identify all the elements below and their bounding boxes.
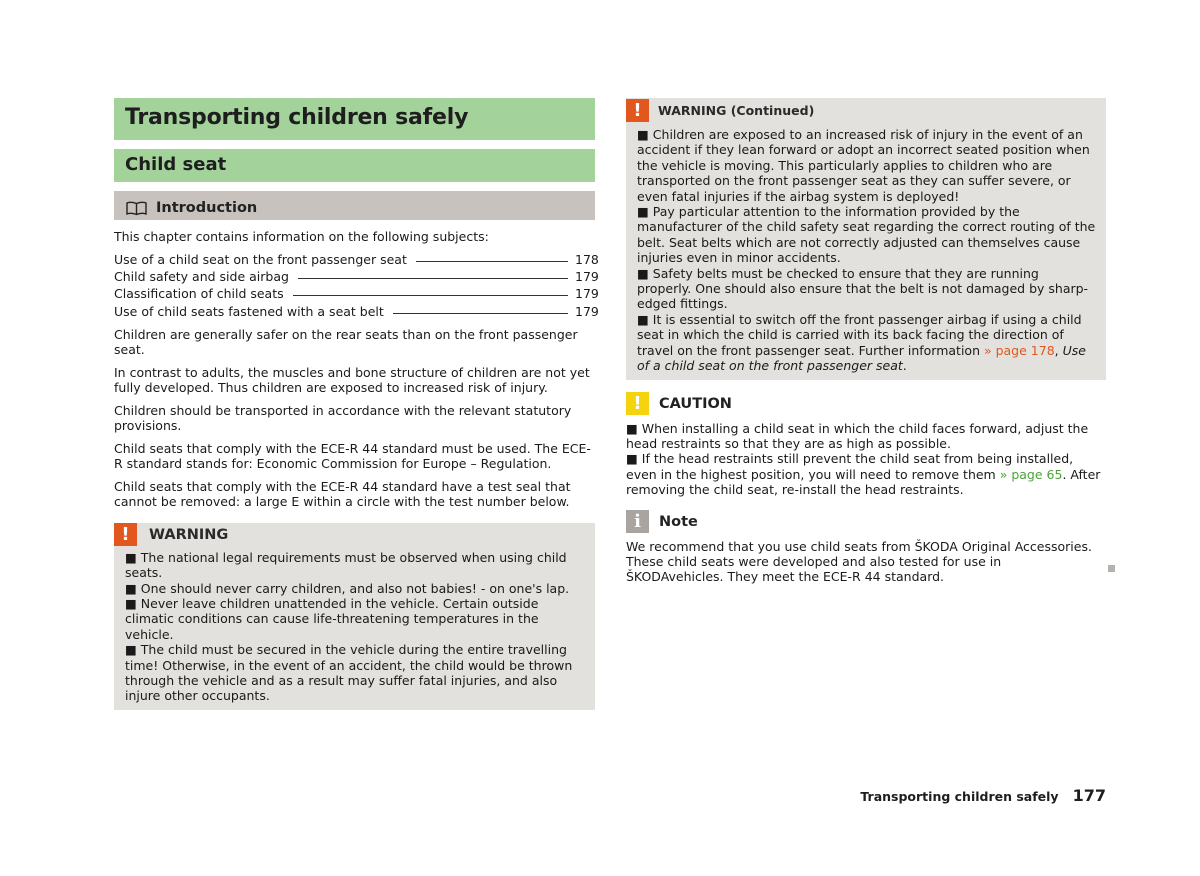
warning-icon: ! bbox=[114, 523, 137, 546]
intro-lead: This chapter contains information on the following subjects: bbox=[114, 229, 489, 244]
page-link[interactable]: » page 178 bbox=[983, 342, 1055, 358]
warning-title: WARNING bbox=[149, 526, 229, 543]
warning-item: ■ One should never carry children, and also not babies! - on one's lap. bbox=[125, 580, 570, 596]
footer-chapter-title: Transporting children safely bbox=[860, 789, 1059, 804]
warning-icon: ! bbox=[626, 99, 649, 122]
intro-paragraphs bbox=[114, 327, 595, 510]
caution-section bbox=[626, 392, 1106, 498]
chapter-title: Transporting children safely bbox=[114, 98, 595, 140]
table-of-contents bbox=[114, 250, 599, 319]
toc-label: Use of a child seat on the front passenger seat bbox=[114, 251, 407, 267]
note-section bbox=[626, 510, 1106, 585]
toc-page: 178 bbox=[575, 251, 599, 267]
bullet-icon: ■ bbox=[125, 549, 137, 565]
paragraph: Children should be transported in accordance with the relevant statutory provisions. bbox=[114, 402, 572, 434]
bullet-icon: ■ bbox=[125, 580, 137, 596]
bullet-icon: ■ bbox=[626, 451, 638, 467]
warning-continued-title: WARNING (Continued) bbox=[658, 102, 815, 118]
toc-leader-line bbox=[393, 313, 568, 314]
warning-continued-body bbox=[626, 122, 1106, 380]
warning-item: ■ The national legal requirements must be observed when using child seats. bbox=[125, 549, 567, 581]
book-icon bbox=[126, 200, 147, 216]
warning-item: ■ It is essential to switch off the front passenger airbag if using a child seat in which the child is carried with its back facing the direction of travel on the front passenger seat. Further information » page 178, Use of a child seat on the front passenger seat. bbox=[637, 311, 1086, 374]
intro-heading-bar bbox=[114, 191, 595, 220]
paragraph: Children are generally safer on the rear seats than on the front passenger seat. bbox=[114, 326, 578, 358]
cross-reference: Use of a child seat on the front passenger seat bbox=[637, 342, 1086, 374]
intro-heading: Introduction bbox=[156, 200, 258, 216]
bullet-icon: ■ bbox=[637, 265, 649, 281]
toc-page: 179 bbox=[575, 286, 599, 302]
page-number: 177 bbox=[1072, 786, 1106, 805]
page-link[interactable]: » page 65 bbox=[999, 466, 1063, 482]
bullet-icon: ■ bbox=[626, 420, 638, 436]
toc-row[interactable] bbox=[114, 284, 599, 302]
bullet-icon: ■ bbox=[637, 127, 649, 142]
warning-item: ■ Children are exposed to an increased risk of injury in the event of an accident if they lean forward or adopt an incorrect seated position when the vehicle is moving. This particularly applies to children who are transported on the front passenger seat as they can suffer severe, or even fatal injuries if the airbag system is deployed! bbox=[637, 127, 1090, 204]
warning-body bbox=[114, 547, 595, 710]
toc-leader-line bbox=[293, 295, 568, 296]
caution-header bbox=[626, 392, 1106, 416]
caution-icon: ! bbox=[626, 392, 649, 415]
toc-row[interactable] bbox=[114, 267, 599, 285]
paragraph: Child seats that comply with the ECE-R 44 standard must be used. The ECE-R standard stands for: Economic Commission for Europe – Regulation. bbox=[114, 440, 591, 472]
warning-continued-box bbox=[626, 98, 1106, 380]
right-column bbox=[626, 98, 1106, 585]
note-body: We recommend that you use child seats from ŠKODA Original Accessories. These child seats were developed and also tested for use in ŠKODAvehicles. They meet the ECE-R 44 standard. bbox=[626, 538, 1092, 585]
bullet-icon: ■ bbox=[637, 204, 649, 220]
toc-page: 179 bbox=[575, 269, 599, 285]
warning-continued-header bbox=[626, 98, 1106, 122]
bullet-icon: ■ bbox=[125, 595, 137, 611]
bullet-icon: ■ bbox=[125, 642, 137, 658]
section-end-marker bbox=[1108, 565, 1115, 572]
note-header bbox=[626, 510, 1106, 534]
section-title: Child seat bbox=[114, 149, 595, 182]
warning-item: ■ Pay particular attention to the information provided by the manufacturer of the child safety seat regarding the correct routing of the belt. Seat belts which are not correctly adjusted can themselves cause injuries even in minor accidents. bbox=[637, 204, 1096, 266]
info-icon: i bbox=[626, 510, 649, 533]
paragraph: Child seats that comply with the ECE-R 44 standard have a test seal that cannot be removed: a large E within a circle with the test number below. bbox=[114, 478, 571, 510]
toc-page: 179 bbox=[575, 303, 599, 319]
toc-label: Classification of child seats bbox=[114, 286, 284, 302]
warning-header bbox=[114, 523, 595, 547]
caution-title: CAUTION bbox=[659, 395, 732, 412]
toc-row[interactable] bbox=[114, 301, 599, 319]
page-footer bbox=[850, 786, 1106, 805]
caution-item: ■ If the head restraints still prevent the child seat from being installed, even in the highest position, you will need to remove them » page 65. After removing the child seat, re-install the head restraints. bbox=[626, 451, 1101, 498]
toc-row[interactable] bbox=[114, 250, 599, 267]
toc-leader-line bbox=[298, 278, 568, 279]
warning-item: ■ Never leave children unattended in the vehicle. Certain outside climatic conditions can cause life-threatening temperatures in the vehicle. bbox=[125, 595, 539, 642]
toc-leader-line bbox=[416, 261, 568, 262]
warning-item: ■ The child must be secured in the vehicle during the entire travelling time! Otherwise, in the event of an accident, the child would be thrown through the vehicle and as a result may suffer fatal injuries, and also injure other occupants. bbox=[125, 642, 573, 704]
left-column bbox=[114, 98, 599, 710]
toc-label: Child safety and side airbag bbox=[114, 269, 289, 285]
bullet-icon: ■ bbox=[637, 311, 649, 327]
warning-box bbox=[114, 523, 595, 710]
toc-label: Use of child seats fastened with a seat belt bbox=[114, 303, 384, 319]
paragraph: In contrast to adults, the muscles and bone structure of children are not yet fully developed. Thus children are exposed to increased risk of injury. bbox=[114, 364, 590, 396]
note-title: Note bbox=[659, 513, 698, 530]
caution-item: ■ When installing a child seat in which the child faces forward, adjust the head restraints so that they are as high as possible. bbox=[626, 420, 1089, 451]
caution-body bbox=[626, 421, 1106, 498]
warning-item: ■ Safety belts must be checked to ensure that they are running properly. One should also ensure that the belt is not damaged by sharp-edged fittings. bbox=[637, 265, 1089, 312]
